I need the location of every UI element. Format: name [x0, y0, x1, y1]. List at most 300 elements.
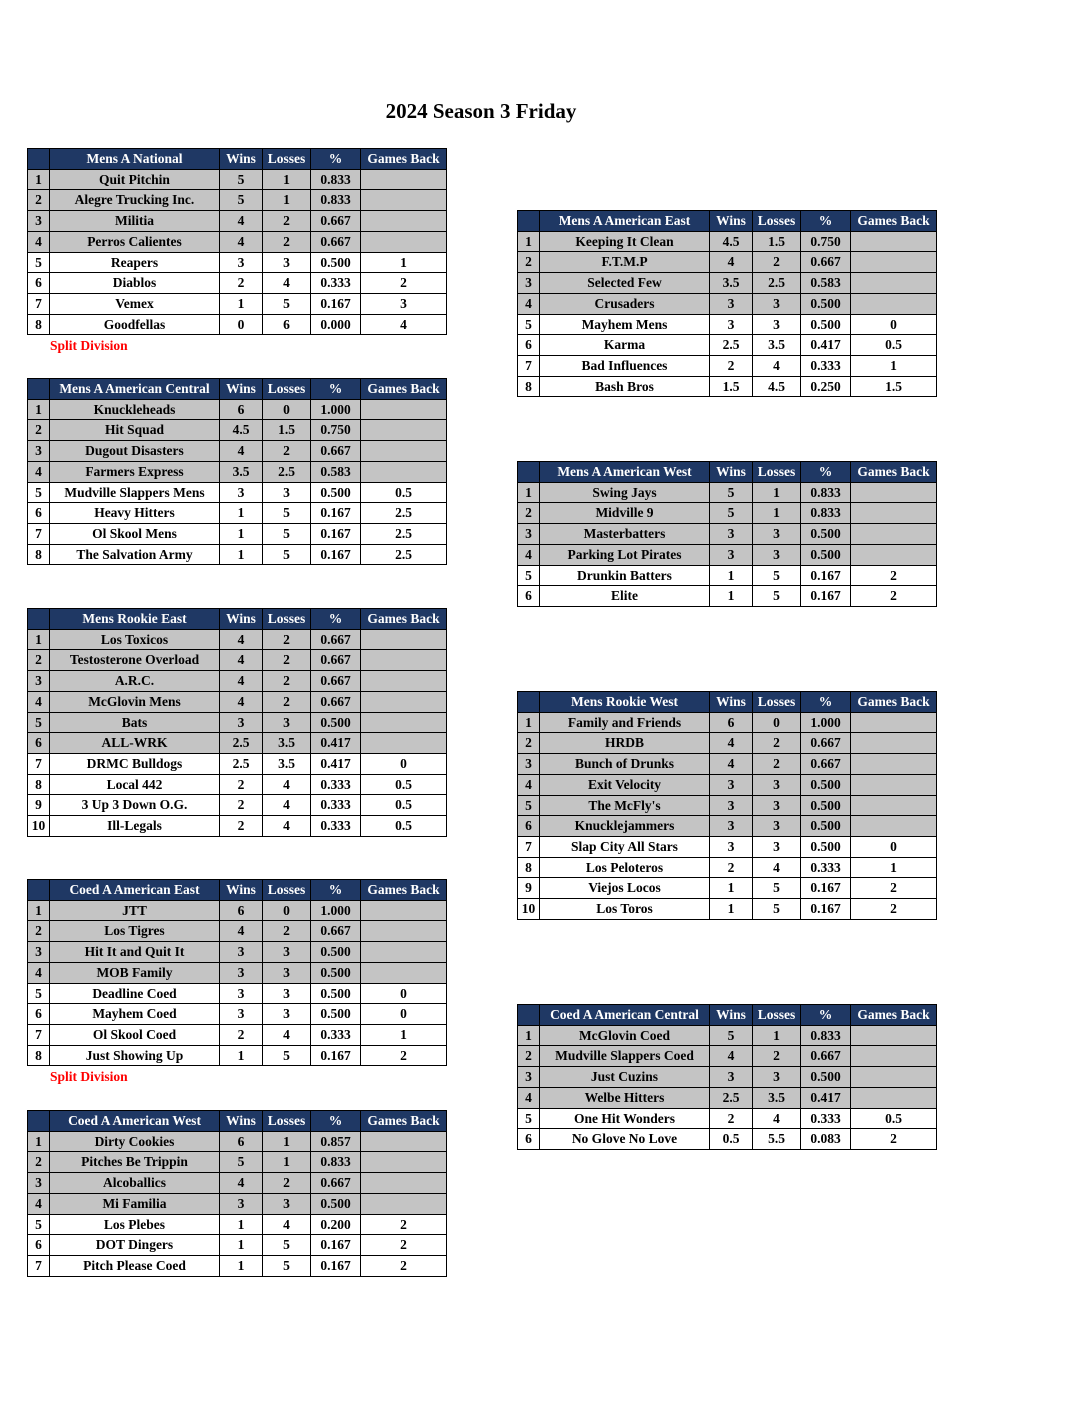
- wins-cell: 2: [710, 1108, 753, 1129]
- rank-header: [28, 1111, 50, 1132]
- pct-header: %: [801, 462, 851, 483]
- games-back-cell: [851, 503, 937, 524]
- games-back-cell: [361, 1193, 447, 1214]
- losses-cell: 3.5: [263, 753, 311, 774]
- team-row: [28, 1235, 447, 1256]
- pct-cell: 0.833: [311, 190, 361, 211]
- games-back-cell: [361, 1131, 447, 1152]
- team-row: [518, 586, 937, 607]
- games-back-cell: 4: [361, 314, 447, 335]
- games-back-cell: [361, 1173, 447, 1194]
- games-back-cell: 2: [361, 1255, 447, 1276]
- pct-cell: 0.667: [311, 211, 361, 232]
- games-back-header: Games Back: [361, 1111, 447, 1132]
- team-row: [28, 753, 447, 774]
- team-name-cell: DOT Dingers: [50, 1235, 220, 1256]
- losses-cell: 3: [263, 252, 311, 273]
- team-row: [518, 524, 937, 545]
- pct-cell: 0.167: [311, 544, 361, 565]
- rank-header: [518, 692, 540, 713]
- wins-cell: 3: [220, 1004, 263, 1025]
- wins-cell: 6: [710, 712, 753, 733]
- losses-cell: 1: [753, 1025, 801, 1046]
- wins-cell: 6: [220, 900, 263, 921]
- rank-cell: 6: [28, 1235, 50, 1256]
- team-name-cell: Ol Skool Coed: [50, 1024, 220, 1045]
- losses-cell: 3.5: [263, 733, 311, 754]
- team-row: [518, 376, 937, 397]
- pct-cell: 0.500: [801, 293, 851, 314]
- rank-header: [28, 379, 50, 400]
- team-name-cell: Perros Calientes: [50, 231, 220, 252]
- pct-header: %: [311, 149, 361, 170]
- team-name-cell: Exit Velocity: [540, 774, 710, 795]
- losses-cell: 3: [753, 774, 801, 795]
- pct-cell: 0.417: [311, 753, 361, 774]
- team-row: [28, 1131, 447, 1152]
- games-back-cell: 0.5: [851, 335, 937, 356]
- rank-cell: 6: [518, 1129, 540, 1150]
- division-name: Mens A American West: [540, 462, 710, 483]
- losses-cell: 2: [263, 691, 311, 712]
- team-name-cell: Los Toros: [540, 899, 710, 920]
- games-back-cell: [361, 169, 447, 190]
- games-back-cell: [361, 921, 447, 942]
- rank-cell: 3: [518, 1067, 540, 1088]
- team-row: [28, 629, 447, 650]
- losses-cell: 2: [263, 1173, 311, 1194]
- rank-cell: 5: [28, 712, 50, 733]
- pct-cell: 0.333: [801, 857, 851, 878]
- team-row: [518, 1046, 937, 1067]
- losses-cell: 2.5: [753, 273, 801, 294]
- table-mens-a-american-east: [517, 210, 937, 397]
- team-name-cell: Just Cuzins: [540, 1067, 710, 1088]
- pct-cell: 0.500: [311, 962, 361, 983]
- games-back-cell: [851, 252, 937, 273]
- team-row: [518, 503, 937, 524]
- rank-cell: 5: [28, 983, 50, 1004]
- games-back-cell: [361, 691, 447, 712]
- pct-cell: 0.667: [801, 754, 851, 775]
- rank-cell: 8: [28, 1045, 50, 1066]
- team-name-cell: Quit Pitchin: [50, 169, 220, 190]
- wins-cell: 3: [220, 252, 263, 273]
- wins-header: Wins: [220, 379, 263, 400]
- team-row: [28, 544, 447, 565]
- games-back-cell: [851, 816, 937, 837]
- losses-header: Losses: [753, 1005, 801, 1026]
- wins-cell: 2: [710, 857, 753, 878]
- team-row: [28, 942, 447, 963]
- team-name-cell: Viejos Locos: [540, 878, 710, 899]
- wins-cell: 1: [710, 586, 753, 607]
- pct-cell: 0.750: [311, 420, 361, 441]
- games-back-header: Games Back: [361, 379, 447, 400]
- header-row: [28, 379, 447, 400]
- rank-cell: 3: [28, 942, 50, 963]
- losses-cell: 3: [753, 524, 801, 545]
- losses-cell: 1: [263, 1131, 311, 1152]
- team-row: [518, 544, 937, 565]
- pct-cell: 0.667: [801, 1046, 851, 1067]
- games-back-header: Games Back: [361, 149, 447, 170]
- rank-cell: 1: [518, 231, 540, 252]
- rank-cell: 6: [28, 273, 50, 294]
- losses-cell: 4: [263, 273, 311, 294]
- wins-cell: 2: [220, 1024, 263, 1045]
- wins-cell: 3: [220, 962, 263, 983]
- pct-cell: 0.500: [311, 712, 361, 733]
- losses-cell: 3: [753, 795, 801, 816]
- table-coed-a-american-east: [27, 879, 447, 1085]
- team-name-cell: Knucklejammers: [540, 816, 710, 837]
- team-row: [518, 273, 937, 294]
- rank-cell: 1: [518, 712, 540, 733]
- losses-cell: 4: [263, 816, 311, 837]
- games-back-cell: 2: [851, 1129, 937, 1150]
- wins-cell: 5: [710, 482, 753, 503]
- rank-cell: 5: [28, 1214, 50, 1235]
- games-back-cell: [851, 273, 937, 294]
- losses-cell: 3: [263, 712, 311, 733]
- wins-cell: 2: [710, 355, 753, 376]
- wins-cell: 1: [220, 1214, 263, 1235]
- losses-cell: 3: [753, 836, 801, 857]
- wins-cell: 3: [710, 544, 753, 565]
- pct-cell: 0.417: [801, 335, 851, 356]
- games-back-cell: 2: [361, 273, 447, 294]
- page-title: 2024 Season 3 Friday: [385, 99, 577, 123]
- wins-cell: 4: [220, 441, 263, 462]
- wins-cell: 5: [710, 1025, 753, 1046]
- team-row: [518, 836, 937, 857]
- team-name-cell: Hit Squad: [50, 420, 220, 441]
- games-back-cell: 0.5: [361, 795, 447, 816]
- team-row: [28, 1045, 447, 1066]
- wins-cell: 2.5: [710, 335, 753, 356]
- wins-cell: 6: [220, 399, 263, 420]
- rank-cell: 6: [28, 733, 50, 754]
- rank-cell: 7: [518, 355, 540, 376]
- games-back-cell: [851, 1025, 937, 1046]
- rank-cell: 7: [518, 836, 540, 857]
- team-name-cell: DRMC Bulldogs: [50, 753, 220, 774]
- pct-cell: 0.667: [311, 691, 361, 712]
- wins-cell: 3: [710, 816, 753, 837]
- team-name-cell: Masterbatters: [540, 524, 710, 545]
- team-row: [518, 231, 937, 252]
- losses-cell: 2: [263, 231, 311, 252]
- losses-cell: 4: [753, 857, 801, 878]
- team-name-cell: Mi Familia: [50, 1193, 220, 1214]
- pct-header: %: [311, 880, 361, 901]
- team-row: [28, 1255, 447, 1276]
- rank-cell: 9: [518, 878, 540, 899]
- table-mens-rookie-west: [517, 691, 937, 920]
- wins-cell: 3: [710, 1067, 753, 1088]
- pct-cell: 0.667: [311, 671, 361, 692]
- team-name-cell: 3 Up 3 Down O.G.: [50, 795, 220, 816]
- team-name-cell: Bash Bros: [540, 376, 710, 397]
- pct-header: %: [801, 211, 851, 232]
- team-row: [518, 335, 937, 356]
- division-name: Coed A American West: [50, 1111, 220, 1132]
- team-name-cell: Midville 9: [540, 503, 710, 524]
- team-name-cell: ALL-WRK: [50, 733, 220, 754]
- wins-cell: 4: [220, 671, 263, 692]
- team-name-cell: Reapers: [50, 252, 220, 273]
- standings-table: [517, 1004, 937, 1150]
- division-name: Mens A American East: [540, 211, 710, 232]
- rank-cell: 1: [28, 629, 50, 650]
- losses-cell: 3: [263, 962, 311, 983]
- team-name-cell: Pitches Be Trippin: [50, 1152, 220, 1173]
- team-name-cell: Los Plebes: [50, 1214, 220, 1235]
- games-back-cell: 2: [851, 899, 937, 920]
- rank-cell: 10: [518, 899, 540, 920]
- team-name-cell: Heavy Hitters: [50, 503, 220, 524]
- rank-cell: 1: [28, 1131, 50, 1152]
- team-name-cell: Welbe Hitters: [540, 1087, 710, 1108]
- pct-header: %: [311, 609, 361, 630]
- team-row: [28, 900, 447, 921]
- team-name-cell: F.T.M.P: [540, 252, 710, 273]
- games-back-header: Games Back: [851, 692, 937, 713]
- wins-cell: 2.5: [220, 733, 263, 754]
- rank-header: [28, 149, 50, 170]
- team-name-cell: Family and Friends: [540, 712, 710, 733]
- games-back-header: Games Back: [361, 609, 447, 630]
- rank-cell: 7: [28, 293, 50, 314]
- team-row: [28, 523, 447, 544]
- wins-cell: 4: [220, 691, 263, 712]
- games-back-cell: [361, 962, 447, 983]
- losses-header: Losses: [263, 609, 311, 630]
- games-back-cell: 2.5: [361, 523, 447, 544]
- pct-cell: 0.167: [311, 503, 361, 524]
- rank-cell: 5: [28, 252, 50, 273]
- team-name-cell: McGlovin Coed: [540, 1025, 710, 1046]
- losses-cell: 2: [753, 754, 801, 775]
- table-coed-a-american-west: [27, 1110, 447, 1277]
- games-back-cell: [361, 461, 447, 482]
- team-row: [518, 878, 937, 899]
- team-name-cell: Mayhem Coed: [50, 1004, 220, 1025]
- rank-cell: 9: [28, 795, 50, 816]
- pct-cell: 0.167: [311, 523, 361, 544]
- pct-cell: 0.750: [801, 231, 851, 252]
- rank-cell: 4: [28, 691, 50, 712]
- rank-cell: 2: [28, 420, 50, 441]
- standings-table: [517, 461, 937, 607]
- pct-cell: 0.833: [801, 503, 851, 524]
- wins-cell: 1: [220, 293, 263, 314]
- team-name-cell: Karma: [540, 335, 710, 356]
- rank-cell: 8: [28, 774, 50, 795]
- team-name-cell: No Glove No Love: [540, 1129, 710, 1150]
- pct-cell: 0.167: [311, 1045, 361, 1066]
- pct-cell: 1.000: [311, 900, 361, 921]
- pct-cell: 0.500: [311, 482, 361, 503]
- pct-cell: 0.333: [311, 774, 361, 795]
- wins-header: Wins: [710, 211, 753, 232]
- losses-cell: 4: [263, 1214, 311, 1235]
- rank-cell: 4: [28, 962, 50, 983]
- wins-cell: 1: [710, 878, 753, 899]
- rank-cell: 1: [28, 900, 50, 921]
- losses-cell: 3.5: [753, 335, 801, 356]
- losses-cell: 1: [753, 503, 801, 524]
- losses-cell: 3: [753, 293, 801, 314]
- losses-cell: 2: [753, 252, 801, 273]
- losses-header: Losses: [263, 880, 311, 901]
- losses-cell: 4.5: [753, 376, 801, 397]
- team-row: [28, 169, 447, 190]
- division-name: Mens A American Central: [50, 379, 220, 400]
- team-row: [28, 671, 447, 692]
- wins-cell: 4: [220, 921, 263, 942]
- losses-cell: 3: [263, 1004, 311, 1025]
- team-row: [28, 314, 447, 335]
- pct-cell: 0.250: [801, 376, 851, 397]
- pct-cell: 0.500: [801, 314, 851, 335]
- rank-cell: 3: [28, 1173, 50, 1194]
- pct-cell: 0.667: [311, 441, 361, 462]
- games-back-header: Games Back: [361, 880, 447, 901]
- standings-table: [27, 879, 447, 1066]
- rank-cell: 6: [518, 586, 540, 607]
- pct-cell: 0.200: [311, 1214, 361, 1235]
- losses-cell: 2.5: [263, 461, 311, 482]
- header-row: [28, 880, 447, 901]
- wins-cell: 4: [220, 629, 263, 650]
- games-back-cell: 2.5: [361, 503, 447, 524]
- rank-cell: 5: [518, 795, 540, 816]
- table-mens-a-american-west: [517, 461, 937, 607]
- rank-cell: 2: [28, 1152, 50, 1173]
- losses-cell: 2: [263, 921, 311, 942]
- rank-cell: 3: [28, 671, 50, 692]
- team-row: [518, 1067, 937, 1088]
- pct-cell: 0.667: [801, 252, 851, 273]
- wins-header: Wins: [220, 1111, 263, 1132]
- rank-cell: 3: [518, 524, 540, 545]
- games-back-header: Games Back: [851, 1005, 937, 1026]
- games-back-cell: [361, 733, 447, 754]
- losses-cell: 3: [753, 314, 801, 335]
- rank-header: [518, 462, 540, 483]
- pct-cell: 0.167: [311, 1255, 361, 1276]
- wins-cell: 3: [710, 836, 753, 857]
- team-row: [28, 190, 447, 211]
- standings-table: [27, 148, 447, 335]
- team-row: [28, 650, 447, 671]
- split-division-label: Split Division: [50, 338, 128, 354]
- games-back-cell: 2: [361, 1235, 447, 1256]
- wins-cell: 2: [220, 816, 263, 837]
- pct-cell: 0.667: [311, 629, 361, 650]
- team-name-cell: One Hit Wonders: [540, 1108, 710, 1129]
- losses-cell: 4: [753, 1108, 801, 1129]
- losses-cell: 1: [263, 190, 311, 211]
- table-coed-a-american-central: [517, 1004, 937, 1150]
- losses-cell: 5: [263, 1235, 311, 1256]
- wins-cell: 0.5: [710, 1129, 753, 1150]
- team-name-cell: Mayhem Mens: [540, 314, 710, 335]
- pct-cell: 0.833: [801, 482, 851, 503]
- losses-cell: 2: [753, 733, 801, 754]
- games-back-cell: [851, 482, 937, 503]
- wins-cell: 2: [220, 273, 263, 294]
- team-row: [518, 293, 937, 314]
- wins-header: Wins: [220, 609, 263, 630]
- wins-cell: 3: [220, 712, 263, 733]
- team-row: [518, 314, 937, 335]
- table-mens-a-american-central: [27, 378, 447, 565]
- header-row: [518, 462, 937, 483]
- losses-cell: 3: [263, 983, 311, 1004]
- team-name-cell: MOB Family: [50, 962, 220, 983]
- team-row: [28, 691, 447, 712]
- header-row: [518, 692, 937, 713]
- team-name-cell: Bad Influences: [540, 355, 710, 376]
- team-row: [518, 795, 937, 816]
- games-back-cell: 2.5: [361, 544, 447, 565]
- games-back-cell: [851, 795, 937, 816]
- wins-header: Wins: [220, 149, 263, 170]
- games-back-cell: 0: [361, 983, 447, 1004]
- losses-cell: 3: [753, 1067, 801, 1088]
- wins-cell: 5: [710, 503, 753, 524]
- team-name-cell: Just Showing Up: [50, 1045, 220, 1066]
- rank-cell: 2: [518, 503, 540, 524]
- rank-cell: 7: [28, 523, 50, 544]
- pct-cell: 0.333: [311, 273, 361, 294]
- rank-cell: 8: [518, 376, 540, 397]
- team-row: [28, 441, 447, 462]
- losses-cell: 4: [753, 355, 801, 376]
- games-back-cell: 2: [851, 878, 937, 899]
- pct-cell: 1.000: [311, 399, 361, 420]
- losses-cell: 5: [753, 565, 801, 586]
- losses-header: Losses: [753, 692, 801, 713]
- losses-cell: 2: [263, 441, 311, 462]
- rank-cell: 1: [28, 399, 50, 420]
- wins-cell: 3: [710, 314, 753, 335]
- losses-cell: 5: [753, 878, 801, 899]
- team-name-cell: Mudville Slappers Coed: [540, 1046, 710, 1067]
- wins-cell: 3.5: [220, 461, 263, 482]
- division-name: Mens Rookie West: [540, 692, 710, 713]
- team-name-cell: Mudville Slappers Mens: [50, 482, 220, 503]
- rank-cell: 8: [518, 857, 540, 878]
- rank-cell: 1: [518, 482, 540, 503]
- pct-cell: 0.500: [801, 774, 851, 795]
- pct-cell: 0.333: [801, 1108, 851, 1129]
- losses-header: Losses: [753, 462, 801, 483]
- team-name-cell: Diablos: [50, 273, 220, 294]
- wins-header: Wins: [220, 880, 263, 901]
- division-name: Mens Rookie East: [50, 609, 220, 630]
- losses-cell: 5: [753, 899, 801, 920]
- pct-cell: 0.500: [801, 836, 851, 857]
- pct-cell: 0.667: [311, 921, 361, 942]
- games-back-cell: [361, 900, 447, 921]
- games-back-cell: [851, 774, 937, 795]
- losses-cell: 4: [263, 774, 311, 795]
- rank-header: [28, 880, 50, 901]
